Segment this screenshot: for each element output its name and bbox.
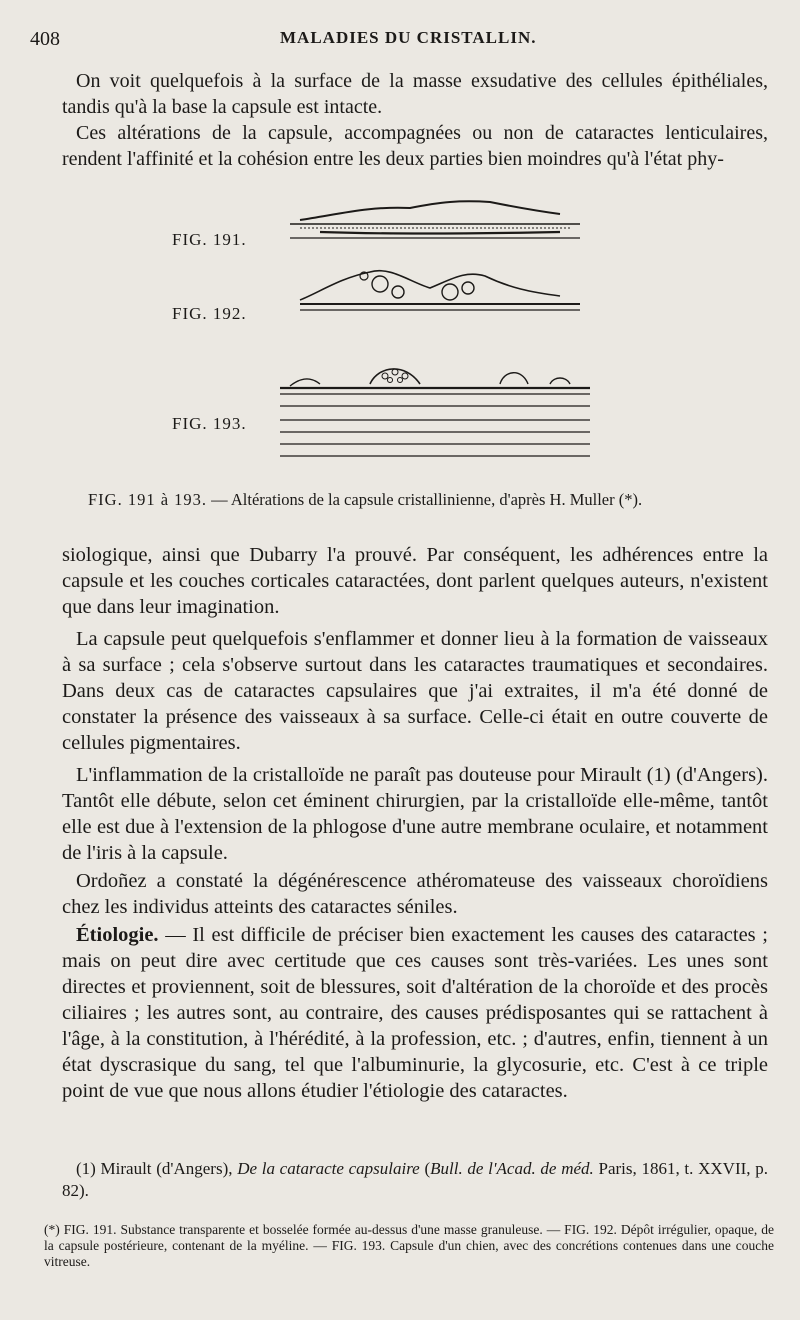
- figure-192-label: FIG. 192.: [172, 304, 247, 323]
- figure-caption-reference: FIG. 191 à 193.: [88, 490, 208, 509]
- footnote-journal: Bull. de l'Acad. de méd.: [430, 1159, 594, 1178]
- running-title: MALADIES DU CRISTALLIN.: [280, 28, 537, 47]
- figure-193-drawing: [280, 369, 590, 456]
- paragraph-7-body: — Il est difficile de préciser bien exactement les causes des cataractes ; mais on peut dire avec certitude que ces causes sont très-variées. Les unes sont directes et proviennent, soit de blessures, soit d'altération de la choroïde et des procès ciliaires ; les autres sont, au contraire, des causes prédisposantes qui se rattachent à l'âge, à la constitution, à l'hérédité, à la profession, etc. ; d'autres, enfin, tiennent à un état dyscrasique du sang, tel que l'albuminurie, la glycosurie, etc. C'est à ce triple point de vue que nous allons étudier l'étiologie des cataractes.: [62, 924, 768, 1102]
- paragraph-1: On voit quelquefois à la surface de la masse exsudative des cellules épithéliales, tandis qu'à la base la capsule est intacte.: [62, 70, 768, 118]
- paragraph-5: L'inflammation de la cristalloïde ne paraît pas douteuse pour Mirault (1) (d'Angers). Tantôt elle débute, selon cet éminent chirurgien, par la cristalloïde elle-même, tantôt elle est due à l'extension de la phlogose d'une autre membrane oculaire, et notamment de l'iris à la capsule.: [62, 764, 768, 864]
- footnote-mid: (: [419, 1159, 431, 1178]
- capsule-illustrations: [260, 192, 630, 472]
- figure-group: [160, 192, 630, 482]
- page-number: 408: [30, 28, 60, 50]
- paragraph-3: siologique, ainsi que Dubarry l'a prouvé. Par conséquent, les adhérences entre la capsule et les couches corticales cataractées, dont parlent quelques auteurs, n'existent que dans leur imagination.: [62, 544, 768, 618]
- paragraph-7: [62, 922, 768, 1104]
- footnote-title: De la cataracte capsulaire: [237, 1159, 420, 1178]
- paragraph-4: La capsule peut quelquefois s'enflammer et donner lieu à la formation de vaisseaux à sa surface ; cela s'observe surtout dans les cataractes traumatiques et secondaires. Dans deux cas de cataractes capsulaires que j'ai extraites, il m'a été donné de constater la présence des vaisseaux à sa surface. Celle-ci était en outre couverte de cellules pigmentaires.: [62, 628, 768, 754]
- figure-endnote: (*) FIG. 191. Substance transparente et bosselée formée au-dessus d'une masse granuleuse. — FIG. 192. Dépôt irrégulier, opaque, de la capsule postérieure, contenant de la myéline. — FIG. 193. Capsule d'un chien, avec des concrétions contenues dans une couche vitreuse.: [44, 1222, 774, 1269]
- figure-193-label: FIG. 193.: [172, 414, 247, 433]
- figure-191-label: FIG. 191.: [172, 230, 247, 249]
- footnote-lead: (1) Mirault (d'Angers),: [76, 1159, 238, 1178]
- paragraph-6: Ordoñez a constaté la dégénérescence athéromateuse des vaisseaux choroïdiens chez les individus atteints des cataractes séniles.: [62, 870, 768, 918]
- footnote-1: [62, 1158, 768, 1202]
- figure-192-drawing: [300, 271, 580, 310]
- section-title-etiologie: Étiologie.: [76, 924, 159, 946]
- figure-caption: [88, 490, 768, 510]
- footnote-tail: Paris, 1861, t. XXVII, p. 82).: [62, 1159, 768, 1200]
- figure-191-drawing: [290, 201, 580, 238]
- paragraph-2: Ces altérations de la capsule, accompagnées ou non de cataractes lenticulaires, rendent l'affinité et la cohésion entre les deux parties bien moindres qu'à l'état phy-: [62, 122, 768, 170]
- page-header: [30, 22, 770, 52]
- figure-caption-text: — Altérations de la capsule cristallinienne, d'après H. Muller (*).: [207, 490, 643, 509]
